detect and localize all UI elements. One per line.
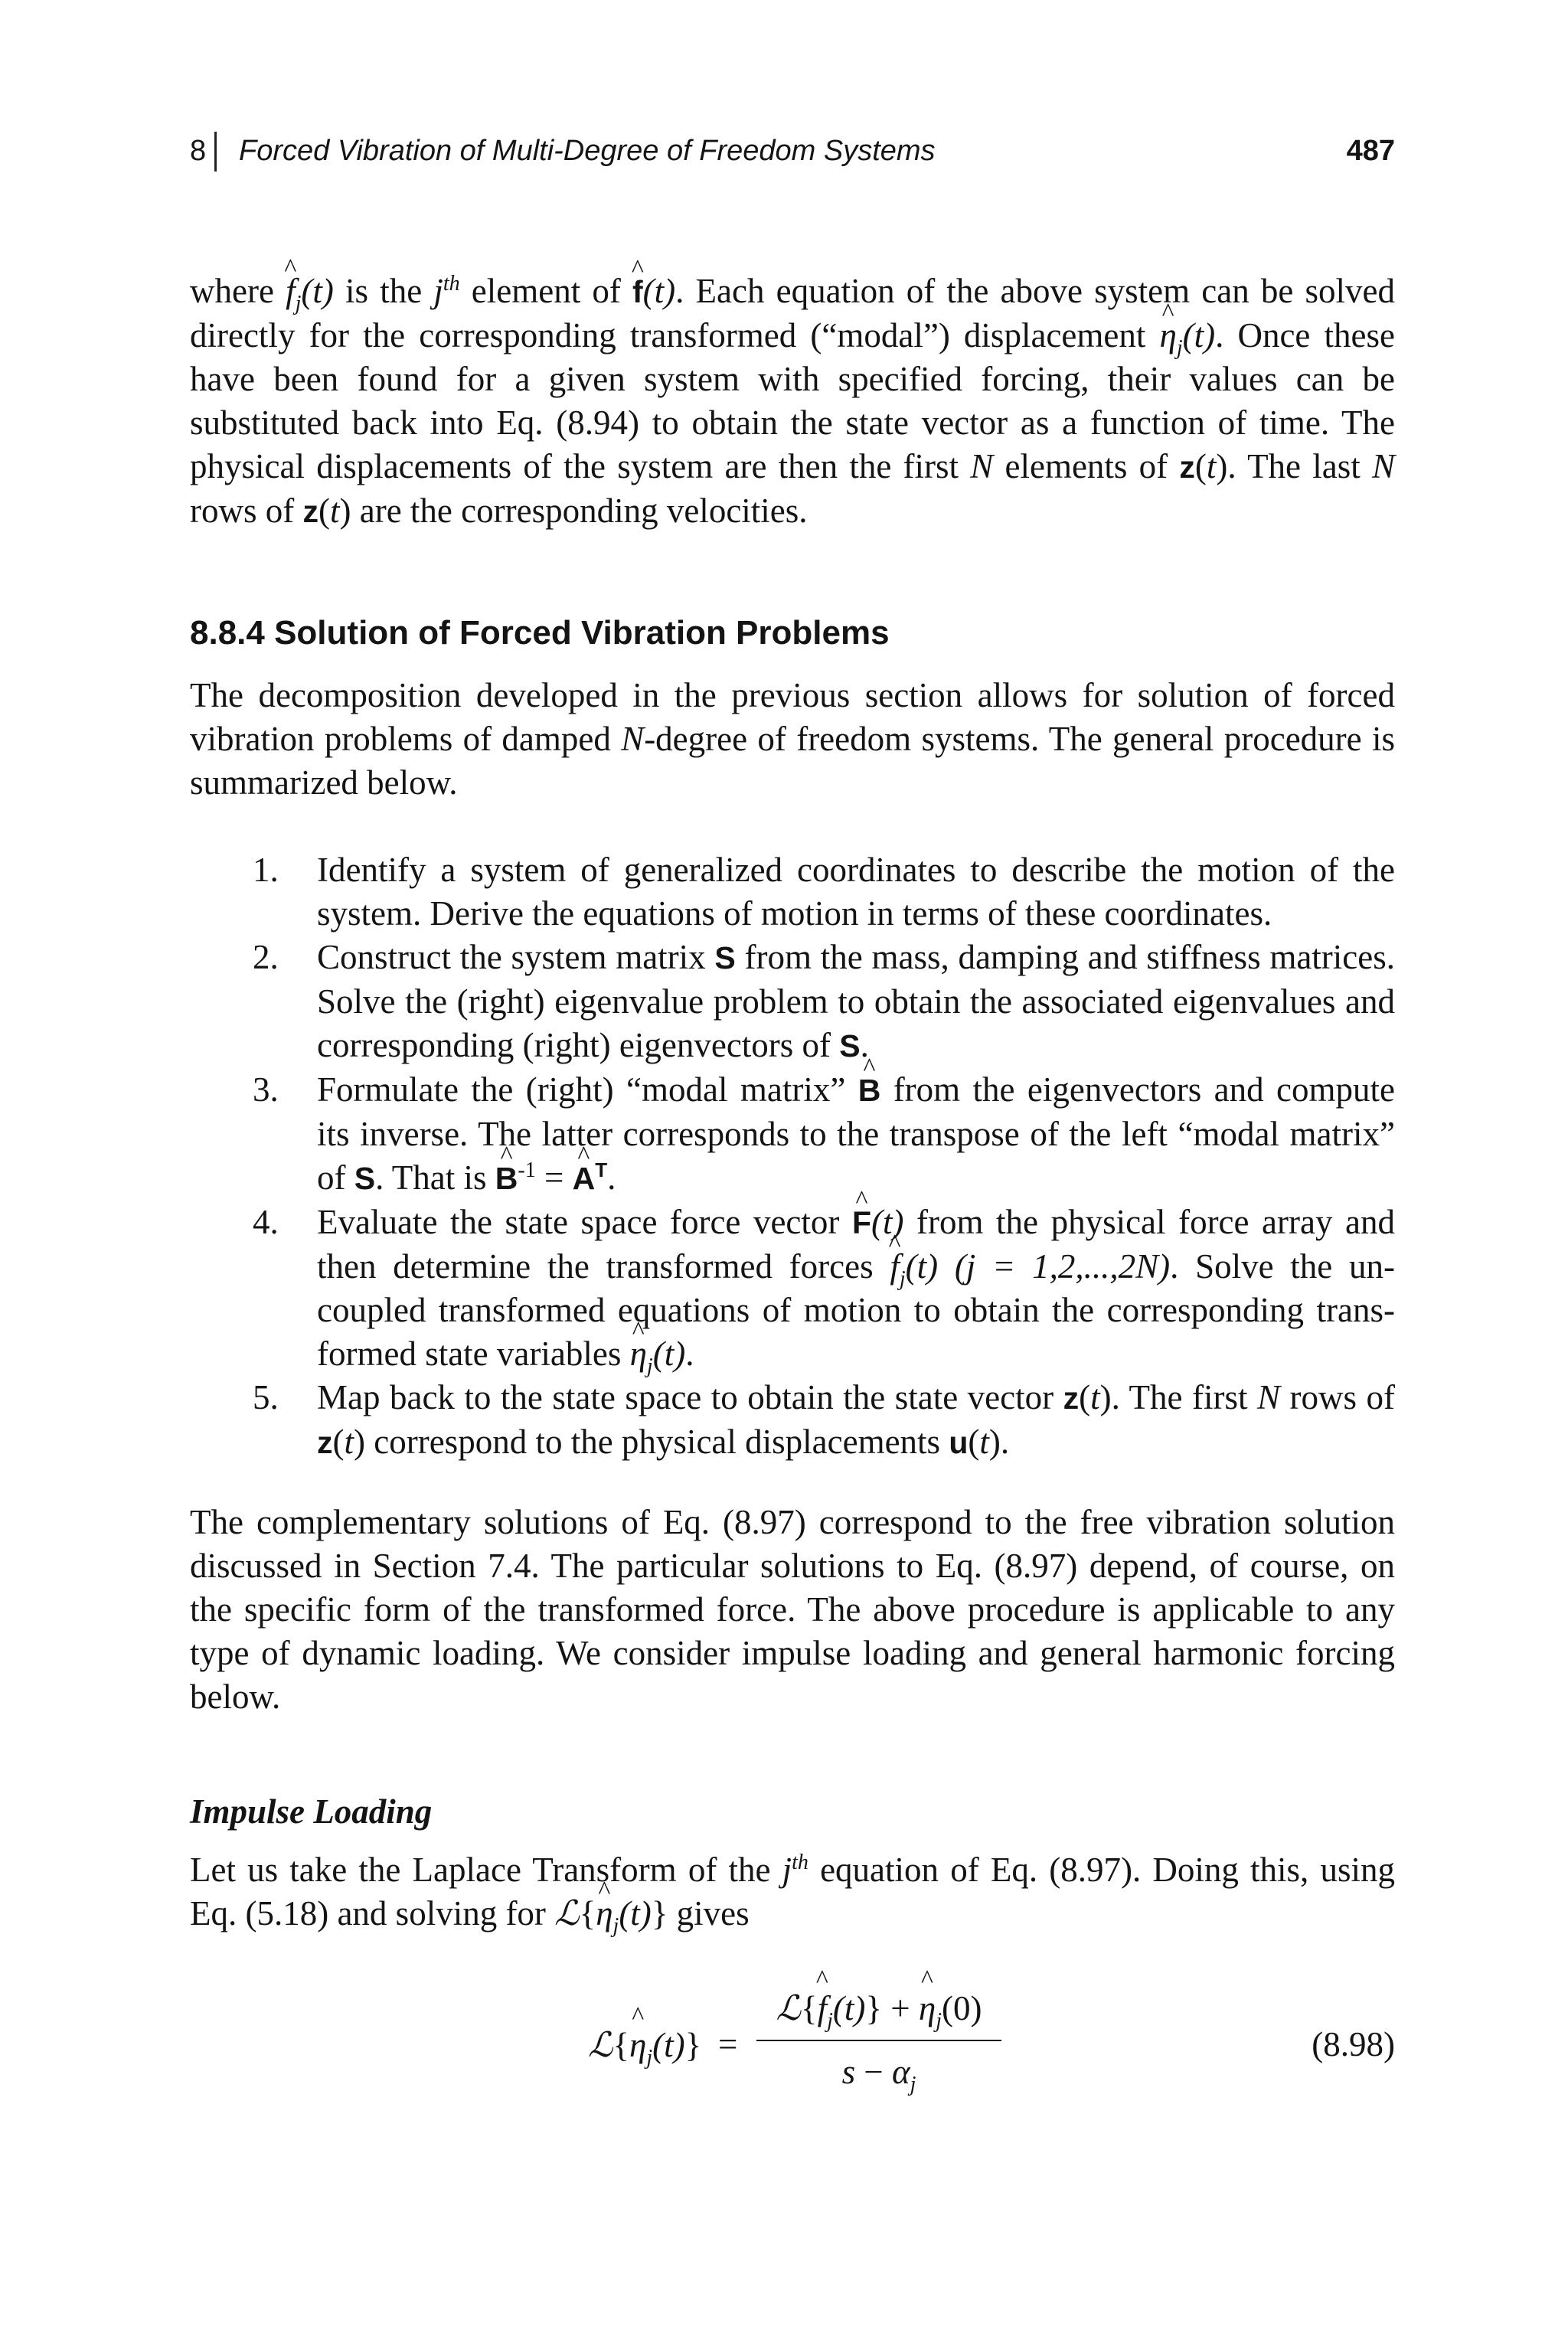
text-run: from the mass, damping and stiffness matrices. Solve the (right) eigenvalue problem to obtain the associated eigenvalues and corresponding (right) eigenvectors of <box>317 938 1395 1064</box>
eta-hat-symbol: ^ η <box>629 2025 646 2065</box>
section-intro-paragraph <box>190 674 1395 805</box>
symbol-t: t <box>1090 1378 1100 1416</box>
text-run: . Each equation of the above system can be solved directly for the corresponding transformed (“modal”) displacement <box>190 272 1395 354</box>
laplace-symbol: ℒ <box>554 1894 580 1933</box>
symbol-t: t <box>344 1423 354 1461</box>
eta-hat-symbol: ^ η <box>630 1332 647 1376</box>
time-arg: (t) <box>619 1894 652 1933</box>
equation-lhs: ℒ{^ $\eta_j(t)$} <box>588 2024 701 2065</box>
subscript-j: j <box>899 1267 906 1291</box>
equation-numerator: ℒ{^ $f_j(t)$} + ^ $\eta_j(0)$ <box>756 1988 1001 2028</box>
S-matrix-symbol: S <box>839 1028 861 1063</box>
subscript-j: j <box>612 1914 619 1938</box>
u-vector-symbol: u <box>949 1425 969 1460</box>
f-hat-symbol: ^ f <box>286 270 296 313</box>
text-run: rows of <box>190 492 303 530</box>
equation-denominator <box>756 2052 1001 2096</box>
list-item <box>190 1068 1395 1201</box>
procedure-list <box>190 848 1395 1465</box>
symbol-t: t <box>1206 447 1217 485</box>
list-number: 5. <box>253 1378 279 1416</box>
z-vector-symbol: z <box>302 494 318 529</box>
text-run: . That is <box>375 1158 495 1197</box>
time-arg: (t) <box>871 1203 904 1241</box>
f-hat-symbol: ^ f <box>890 1245 900 1289</box>
text-run: element of <box>459 272 632 310</box>
inverse-superscript: -1 <box>518 1158 536 1182</box>
text-run: . Solve the uncoupled transformed equations of motion to obtain the corresponding transformed state variables <box>317 1247 1395 1373</box>
time-arg: (t) <box>642 272 676 310</box>
text-run: . <box>1000 1423 1010 1461</box>
text-run: from the physical force array and then determine the transformed forces <box>317 1203 1395 1286</box>
text-run: equation of Eq. (8.97). Doing this, using Eq. (5.18) and solving for <box>190 1851 1395 1933</box>
A-hat-symbol: ^ A <box>573 1157 596 1201</box>
symbol-t: t <box>979 1423 989 1461</box>
text-run: correspond to the physical displacements <box>365 1423 949 1461</box>
subsection-heading: Impulse Loading <box>190 1792 433 1831</box>
eta-hat-symbol: ^ η <box>596 1892 612 1936</box>
symbol-N: N <box>1371 447 1395 485</box>
time-arg: (t) <box>652 1335 686 1373</box>
symbol-N: N <box>970 447 994 485</box>
text-run: . <box>860 1026 869 1064</box>
text-run: -degree of freedom systems. The general procedure is summarized below. <box>190 720 1395 802</box>
time-arg: (t) <box>832 1989 866 2027</box>
text-run: elements of <box>993 447 1180 485</box>
symbol-N: N <box>1257 1378 1281 1416</box>
zero-arg: (0) <box>941 1989 982 2027</box>
text-run: The decomposition developed in the previous section allows for solution of forced vibration problems of damped <box>190 676 1395 758</box>
text-run: . Once these have been found for a given system with specified forcing, their values can be substituted back into Eq. (8.94) to obtain the state vector as a function of time. The physical displacements of the system are then the first <box>190 316 1396 485</box>
laplace-symbol: ℒ <box>776 1989 801 2027</box>
chapter-title: Forced Vibration of Multi-Degree of Freedom Systems <box>239 135 936 167</box>
time-arg: (t) <box>1182 316 1216 354</box>
time-arg: (t) <box>301 272 334 310</box>
subscript-j: j <box>936 2009 942 2033</box>
list-number: 3. <box>253 1070 279 1109</box>
subscript-j: j <box>295 292 302 315</box>
time-arg: (t) <box>905 1247 939 1286</box>
f-hat-symbol: ^ f <box>818 1988 828 2028</box>
B-hat-symbol: ^ B <box>495 1157 518 1201</box>
text-run: . <box>607 1158 616 1197</box>
subscript-j: j <box>827 2009 833 2033</box>
symbol-j: j <box>433 272 443 310</box>
header-divider <box>214 132 217 172</box>
subscript-j: j <box>910 2073 916 2096</box>
z-vector-symbol: z <box>1179 449 1195 485</box>
superscript-th: th <box>792 1851 808 1874</box>
chapter-number: 8 <box>190 135 207 167</box>
text-run: from the eigenvectors and compute its inverse. The latter corresponds to the transpose of the left “modal matrix” of <box>317 1070 1395 1197</box>
list-item <box>190 1201 1395 1376</box>
list-number: 1. <box>253 851 279 889</box>
symbol-s: s <box>841 2053 856 2091</box>
subscript-j: j <box>1176 336 1183 360</box>
text-run: are the corresponding velocities. <box>351 492 808 530</box>
text-run: rows of <box>1280 1378 1395 1416</box>
alpha-symbol: α <box>892 2053 910 2091</box>
index-range: (j = 1,2,...,2N) <box>938 1247 1171 1286</box>
opening-paragraph: where ^ $f_j(t)$ is the $j^{th}$ element of ^ f(t). Each equation of the above system can be solved directly for the corresponding transformed (“modal”) displacement ^ $\eta_j(t)$. Once these have been found for a given system with specified forcing, their values can be substituted back into Eq. (8.94) to obtain the state vector as a function of time. The physical displacements of the system are then the first N elements of z(t). The last N rows of z(t) are the corresponding velocities. <box>190 270 1395 534</box>
paragraph-text: The complementary solutions of Eq. (8.97) correspond to the free vibration solution discussed in Section 7.4. The particular solutions to Eq. (8.97) depend, of course, on the specific form of the transformed force. The above procedure is applicable to any type of dynamic loading. We consider impulse loading and general harmonic forcing below. <box>190 1503 1395 1716</box>
text-run: Evaluate the state space force vector <box>317 1203 852 1241</box>
fraction-bar <box>756 2040 1001 2041</box>
text-run: Construct the system matrix <box>317 938 715 976</box>
section-heading: 8.8.4 Solution of Forced Vibration Problems <box>190 614 890 652</box>
text-run: where <box>190 272 286 310</box>
text-run: . <box>685 1335 694 1373</box>
impulse-paragraph: Let us take the Laplace Transform of the $j^{th}$ equation of Eq. (8.97). Doing this, using Eq. (5.18) and solving for ℒ{^ $\eta_j(t)$} gives <box>190 1848 1395 1936</box>
transpose-superscript: T <box>595 1158 608 1181</box>
subscript-j: j <box>646 1354 653 1378</box>
z-vector-symbol: z <box>1063 1380 1080 1416</box>
time-arg: (t) <box>652 2026 685 2064</box>
symbol-j: j <box>782 1851 792 1889</box>
list-item: 5. Map back to the state space to obtain the state vector z(t). The first N rows of z(t) correspond to the physical displacements u(t). <box>190 1376 1395 1465</box>
page-number: 487 <box>1346 135 1395 167</box>
list-text: Identify a system of generalized coordinates to describe the motion of the system. Derive the equations of motion in terms of these coordinates. <box>317 851 1395 933</box>
running-header <box>190 132 1395 178</box>
eta-hat-symbol: ^ η <box>1159 314 1176 358</box>
equals-sign: = <box>535 1158 573 1197</box>
text-run: . The last <box>1227 447 1372 485</box>
S-matrix-symbol: S <box>354 1161 376 1196</box>
B-hat-symbol: ^ B <box>858 1069 881 1112</box>
complementary-solutions-paragraph <box>190 1501 1395 1719</box>
text-run: is the <box>333 272 434 310</box>
subscript-j: j <box>646 2046 653 2070</box>
f-vector-symbol: ^ f <box>632 270 643 314</box>
list-number: 4. <box>253 1203 279 1241</box>
equals-sign: = <box>718 2025 738 2063</box>
plus-sign: + <box>881 1989 919 2027</box>
text-run: . The first <box>1111 1378 1257 1416</box>
text-run: Map back to the state space to obtain the state vector <box>317 1378 1063 1416</box>
symbol-N: N <box>621 720 645 758</box>
minus-sign: − <box>855 2053 892 2091</box>
z-vector-symbol: z <box>317 1425 333 1460</box>
symbol-t: t <box>329 492 340 530</box>
equation-8-98 <box>190 1988 1395 2110</box>
eta-hat-symbol: ^ η <box>919 1988 936 2028</box>
laplace-symbol: ℒ <box>588 2026 613 2064</box>
superscript-th: th <box>443 272 460 296</box>
text-run: Formulate the (right) “modal matrix” <box>317 1070 858 1109</box>
equation-number: (8.98) <box>1312 2025 1395 2063</box>
text-run: Let us take the Laplace Transform of the <box>190 1851 782 1889</box>
F-hat-symbol: ^ F <box>852 1201 871 1245</box>
list-number: 2. <box>253 938 279 976</box>
text-run: gives <box>668 1894 750 1933</box>
list-item <box>190 936 1395 1068</box>
list-item <box>190 848 1395 936</box>
S-matrix-symbol: S <box>714 940 736 975</box>
